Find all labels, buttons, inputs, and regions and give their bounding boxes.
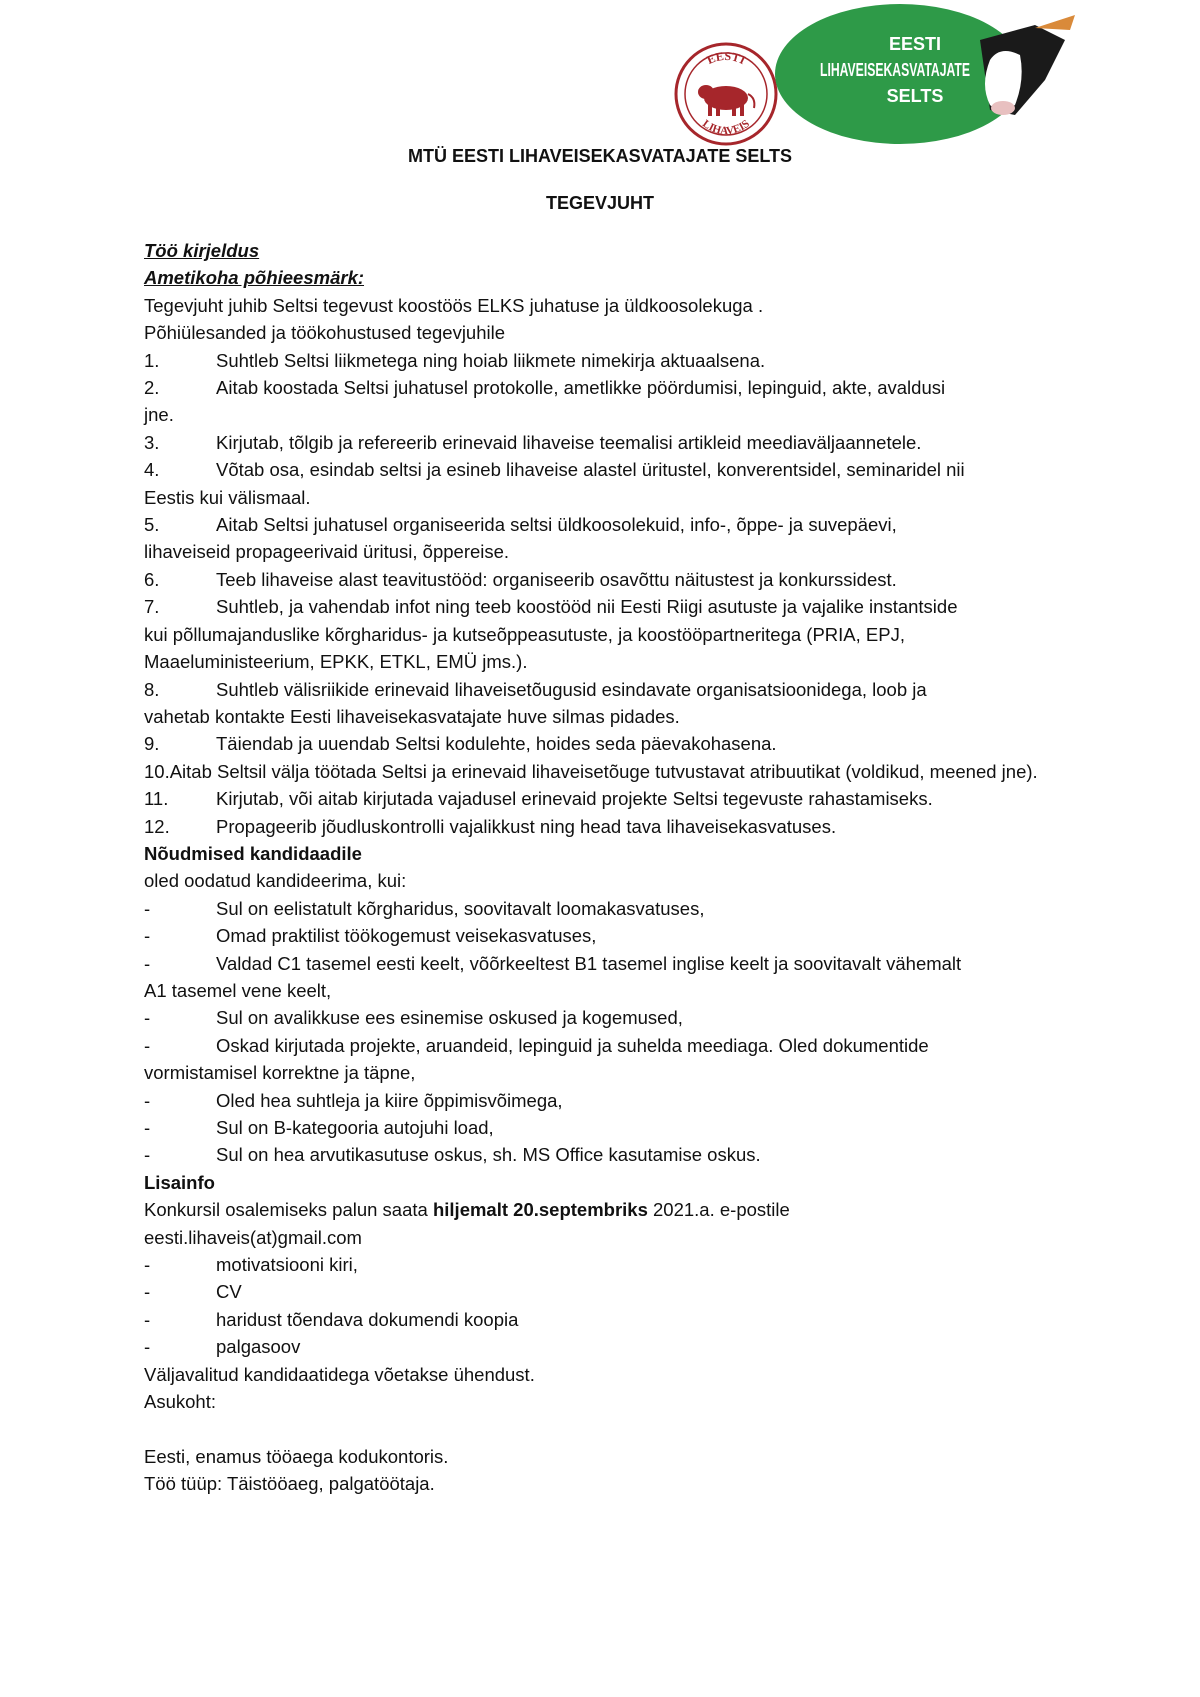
eesti-lihaveis-logo bbox=[670, 38, 782, 150]
requirement-text-continued: A1 tasemel vene keelt, bbox=[144, 979, 332, 1001]
duty-item bbox=[144, 429, 1064, 456]
duty-number: 3. bbox=[144, 431, 160, 453]
purpose-text: Tegevjuht juhib Seltsi tegevust koostöös ELKS juhatuse ja üldkoosolekuga . bbox=[144, 294, 764, 316]
duty-text-continued: Eestis kui välismaal. bbox=[144, 486, 311, 508]
duty-item bbox=[144, 593, 1064, 675]
bullet-dash: - bbox=[144, 1144, 151, 1166]
description-heading: Töö kirjeldus bbox=[144, 240, 260, 261]
duty-text: Suhtleb Seltsi liikmetega ning hoiab liikmete nimekirja aktuaalsena. bbox=[216, 349, 766, 371]
duty-text: Suhtleb, ja vahendab infot ning teeb koostööd nii Eesti Riigi asutuste ja vajalike instantside bbox=[216, 596, 958, 618]
duty-item bbox=[144, 813, 1064, 840]
document-item bbox=[144, 1306, 1064, 1333]
duty-number: 11. bbox=[144, 788, 169, 810]
duty-text: Kirjutab, tõlgib ja refereerib erinevaid lihaveise teemalisi artikleid meediaväljaannetele. bbox=[216, 431, 922, 453]
duty-item bbox=[144, 566, 1064, 593]
duty-text-continued: vahetab kontakte Eesti lihaveisekasvatajate huve silmas pidades. bbox=[144, 705, 680, 727]
duty-item bbox=[144, 511, 1064, 566]
bullet-dash: - bbox=[144, 952, 151, 974]
position-title: TEGEVJUHT bbox=[545, 193, 655, 213]
duty-text: Propageerib jõudluskontrolli vajalikkust ning head tava lihaveisekasvatuses. bbox=[216, 815, 837, 837]
duty-text: Võtab osa, esindab seltsi ja esineb lihaveise alastel üritustel, konverentsidel, seminaridel nii bbox=[216, 459, 965, 481]
requirement-item bbox=[144, 1032, 1064, 1087]
requirement-text: Oled hea suhtleja ja kiire õppimisvõimega, bbox=[216, 1089, 563, 1111]
documents-list bbox=[144, 1251, 1064, 1361]
requirements-heading: Nõudmised kandidaadile bbox=[144, 842, 362, 864]
duty-text-continued: kui põllumajanduslike kõrgharidus- ja kutseõppeasutuste, ja koostööpartneritega (PRIA, EPJ, Maaeluministeerium, EPKK, ETKL, EMÜ jms.). bbox=[144, 623, 905, 673]
bullet-dash: - bbox=[144, 1308, 151, 1330]
requirement-text: Oskad kirjutada projekte, aruandeid, lepinguid ja suhelda meediaga. Oled dokumentide bbox=[216, 1034, 929, 1056]
logo-area bbox=[0, 0, 1200, 150]
document-text: palgasoov bbox=[216, 1336, 301, 1358]
requirement-text: Valdad C1 tasemel eesti keelt, võõrkeeltest B1 tasemel inglise keelt ja soovitavalt vähemalt bbox=[216, 952, 962, 974]
duty-number: 9. bbox=[144, 733, 160, 755]
duties-intro: Põhiülesanded ja töökohustused tegevjuhile bbox=[144, 322, 506, 344]
bullet-dash: - bbox=[144, 1089, 151, 1111]
duty-text: Kirjutab, või aitab kirjutada vajadusel erinevaid projekte Seltsi tegevuste rahastamiseks. bbox=[216, 788, 933, 810]
document-text: CV bbox=[216, 1281, 242, 1303]
duty-number: 2. bbox=[144, 377, 160, 399]
duty-number: 8. bbox=[144, 678, 160, 700]
requirement-text: Sul on avalikkuse ees esinemise oskused ja kogemused, bbox=[216, 1007, 683, 1029]
duty-text: Täiendab ja uuendab Seltsi kodulehte, hoides seda päevakohasena. bbox=[216, 733, 777, 755]
bullet-dash: - bbox=[144, 897, 151, 919]
duty-text: Aitab koostada Seltsi juhatusel protokolle, ametlikke pöördumisi, lepinguid, akte, avaldusi bbox=[216, 377, 946, 399]
duty-item bbox=[144, 374, 1064, 429]
requirement-item bbox=[144, 950, 1064, 1005]
bullet-dash: - bbox=[144, 1034, 151, 1056]
duty-number: 5. bbox=[144, 514, 160, 536]
duty-number: 1. bbox=[144, 349, 160, 371]
lihaveisekasvatajate-selts-logo bbox=[775, 0, 1075, 145]
duty-item bbox=[144, 785, 1064, 812]
oval-logo-line2: LIHAVEISEKASVATAJATE bbox=[820, 60, 970, 80]
purpose-heading: Ametikoha põhieesmärk: bbox=[144, 267, 365, 289]
requirement-item bbox=[144, 1004, 1064, 1031]
duty-text: Aitab Seltsi juhatusel organiseerida seltsi üldkoosolekuid, info-, õppe- ja suvepäevi, bbox=[216, 514, 897, 536]
duty-text: Suhtleb välisriikide erinevaid lihaveisetõugusid esindavate organisatsioonidega, loob ja bbox=[216, 678, 927, 700]
duty-item bbox=[144, 676, 1064, 731]
duty-item-10: 10.Aitab Seltsil välja töötada Seltsi ja erinevaid lihaveisetõuge tutvustavat atribuutikat (voldikud, meened jne). bbox=[144, 760, 1038, 782]
bullet-dash: - bbox=[144, 1007, 151, 1029]
duty-item bbox=[144, 456, 1064, 511]
requirements-list bbox=[144, 895, 1064, 1169]
location-label: Asukoht: bbox=[144, 1391, 216, 1413]
duty-number: 7. bbox=[144, 596, 160, 618]
location-value: Eesti, enamus tööaega kodukontoris. bbox=[144, 1445, 449, 1467]
requirement-item bbox=[144, 1087, 1064, 1114]
requirement-text: Sul on eelistatult kõrgharidus, soovitavalt loomakasvatuses, bbox=[216, 897, 705, 919]
requirement-item bbox=[144, 1114, 1064, 1141]
bullet-dash: - bbox=[144, 1117, 151, 1138]
duty-number: 4. bbox=[144, 459, 160, 481]
document-item bbox=[144, 1251, 1064, 1278]
duties-list bbox=[144, 347, 1064, 840]
requirement-text: Sul on B-kategooria autojuhi load, bbox=[216, 1117, 494, 1138]
bullet-dash: - bbox=[144, 1336, 151, 1358]
organization-title: MTÜ EESTI LIHAVEISEKASVATAJATE SELTS bbox=[407, 146, 793, 166]
oval-logo-line3: SELTS bbox=[886, 86, 944, 106]
duty-item bbox=[144, 730, 1064, 757]
requirement-text-continued: vormistamisel korrektne ja täpne, bbox=[144, 1062, 416, 1084]
stamp-text-top: EESTI bbox=[704, 48, 748, 68]
requirements-intro: oled oodatud kandideerima, kui: bbox=[144, 870, 407, 892]
duty-text: Teeb lihaveise alast teavitustööd: organiseerib osavõttu näitustest ja konkurssidest. bbox=[216, 568, 897, 590]
document-text: motivatsiooni kiri, bbox=[216, 1254, 358, 1276]
requirement-text: Omad praktilist töökogemust veisekasvatuses, bbox=[216, 925, 597, 947]
info-heading: Lisainfo bbox=[144, 1171, 215, 1193]
job-type: Töö tüüp: Täistööaeg, palgatöötaja. bbox=[144, 1473, 435, 1495]
bullet-dash: - bbox=[144, 1254, 151, 1276]
requirement-text: Sul on hea arvutikasutuse oskus, sh. MS Office kasutamise oskus. bbox=[216, 1144, 761, 1166]
document-item bbox=[144, 1333, 1064, 1360]
oval-logo-line1: EESTI bbox=[888, 34, 942, 54]
duty-text-continued: lihaveiseid propageerivaid üritusi, õppereise. bbox=[144, 541, 510, 563]
apply-text-after: 2021.a. e-postile bbox=[647, 1199, 790, 1221]
requirement-item bbox=[144, 1141, 1064, 1168]
requirement-item bbox=[144, 922, 1064, 949]
blank-line bbox=[144, 1415, 1064, 1442]
duty-item bbox=[144, 347, 1064, 374]
duty-number: 6. bbox=[144, 568, 160, 590]
duty-text-continued: jne. bbox=[144, 404, 174, 426]
bullet-dash: - bbox=[144, 925, 151, 947]
bullet-dash: - bbox=[144, 1281, 151, 1303]
apply-text-before: Konkursil osalemiseks palun saata bbox=[144, 1199, 433, 1221]
document-item bbox=[144, 1278, 1064, 1305]
stamp-text-bottom: LIHAVEIS bbox=[700, 117, 752, 138]
requirement-item bbox=[144, 895, 1064, 922]
deadline-text: hiljemalt 20.septembriks bbox=[432, 1199, 648, 1221]
document-text: haridust tõendava dokumendi koopia bbox=[216, 1308, 519, 1330]
contact-email: eesti.lihaveis(at)gmail.com bbox=[144, 1226, 362, 1248]
duty-number: 12. bbox=[144, 815, 170, 837]
job-description-body bbox=[144, 237, 1064, 1498]
contact-note: Väljavalitud kandidaatidega võetakse ühendust. bbox=[144, 1363, 535, 1385]
apply-instructions bbox=[144, 1196, 1064, 1223]
